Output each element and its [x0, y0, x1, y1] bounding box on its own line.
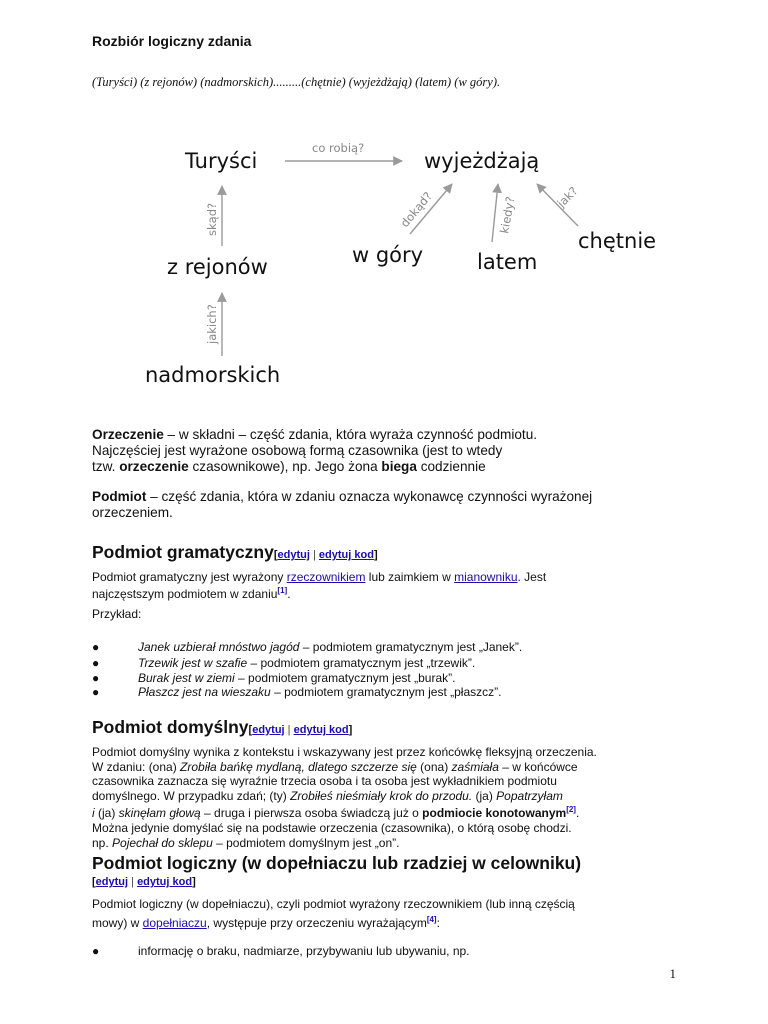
edit-source-link[interactable]: edytuj kod	[318, 549, 374, 561]
gram-paragraph: Podmiot gramatyczny jest wyrażony rzeczownikiem lub zaimkiem w mianowniku. Jest najczęstszym podmiotem w zdaniu[1].	[92, 570, 547, 601]
edit-source-link[interactable]: edytuj kod	[293, 724, 349, 736]
word-wyjezdzaja: wyjeżdżają	[424, 149, 540, 173]
question-co-robia: co robią?	[312, 141, 365, 155]
logiczny-paragraph: Podmiot logiczny (w dopełniaczu), czyli podmiot wyrażony rzeczownikiem (lub inną częścią mowy) w dopełniaczu, występuje przy orzeczeniu wyrażającym[4]:	[92, 897, 575, 930]
word-turysci: Turyści	[185, 149, 258, 173]
word-nadmorskich: nadmorskich	[145, 363, 281, 387]
edit-links: [edytuj | edytuj kod]	[273, 549, 378, 561]
link-mianowniku[interactable]: mianowniku	[454, 570, 518, 584]
document-title: Rozbiór logiczny zdania	[92, 33, 252, 49]
word-z-rejonow: z rejonów	[167, 255, 268, 279]
page-number: 1	[669, 966, 676, 981]
edit-links: [edytuj | edytuj kod]	[248, 724, 353, 736]
example-label: Przykład:	[92, 607, 142, 621]
link-rzeczownikiem[interactable]: rzeczownikiem	[286, 570, 366, 584]
domyslny-paragraph: Podmiot domyślny wynika z kontekstu i wskazywany jest przez końcówkę fleksyjną orzeczenia. W zdaniu: (ona) Zrobiła bańkę mydlaną, dlatego szczerze się (ona) zaśmiała – w końcówce czasownika zaznacza się wyraźnie trzecia osoba i ta osoba jest wykładnikiem podmiotu domyślnego. W przypadku zdań; (ty) Zrobiłeś nieśmiały krok do przodu. (ja) Popatrzyłam i (ja) skinęłam głową – druga i pierwsza osoba świadczą już o podmiocie konotowanym[2]. Można jedynie domyślać się na podstawie orzeczenia (czasownika), o którą osobę chodzi. np. Pojechał do sklepu – podmiotem domyślnym jest „on”.	[92, 745, 597, 850]
orzeczenie-definition: Orzeczenie – w składni – część zdania, która wyraża czynność podmiotu. Najczęściej jest wyrażone osobową formą czasownika (jest to wtedy tzw. orzeczenie czasownikowe), np. Jego żona biega codziennie	[92, 427, 538, 474]
heading-podmiot-logiczny: Podmiot logiczny (w dopełniaczu lub rzadziej w celowniku)	[92, 853, 582, 873]
question-skad: skąd?	[205, 202, 219, 236]
question-jak: jak?	[554, 183, 581, 211]
sentence-diagram	[140, 128, 680, 398]
question-jakich: jakich?	[205, 304, 219, 344]
heading-podmiot-gramatyczny: Podmiot gramatyczny[edytuj | edytuj kod]	[92, 542, 378, 562]
example-sentence: (Turyści) (z rejonów) (nadmorskich).........(chętnie) (wyjeżdżają) (latem) (w góry).	[92, 75, 501, 89]
edit-link[interactable]: edytuj	[252, 724, 285, 736]
word-latem: latem	[477, 250, 538, 274]
word-w-gory: w góry	[352, 243, 424, 267]
footnote-ref[interactable]: [2]	[566, 805, 576, 815]
edit-link[interactable]: edytuj	[277, 549, 310, 561]
edit-link[interactable]: edytuj	[95, 876, 129, 888]
question-dokad: dokąd?	[397, 189, 435, 230]
edit-source-link[interactable]: edytuj kod	[137, 876, 193, 888]
footnote-ref[interactable]: [4]	[426, 915, 437, 924]
question-kiedy: kiedy?	[497, 195, 518, 235]
heading-podmiot-domyslny: Podmiot domyślny[edytuj | edytuj kod]	[92, 717, 353, 737]
arrow-kiedy	[492, 184, 498, 242]
word-chetnie: chętnie	[578, 229, 657, 253]
link-dopelniaczu[interactable]: dopełniaczu	[142, 916, 207, 930]
podmiot-definition: Podmiot – część zdania, która w zdaniu oznacza wykonawcę czynności wyrażonej orzeczeniem.	[92, 489, 593, 520]
edit-links: [edytuj | edytuj kod]	[92, 876, 196, 888]
footnote-ref[interactable]: [1]	[277, 586, 288, 595]
